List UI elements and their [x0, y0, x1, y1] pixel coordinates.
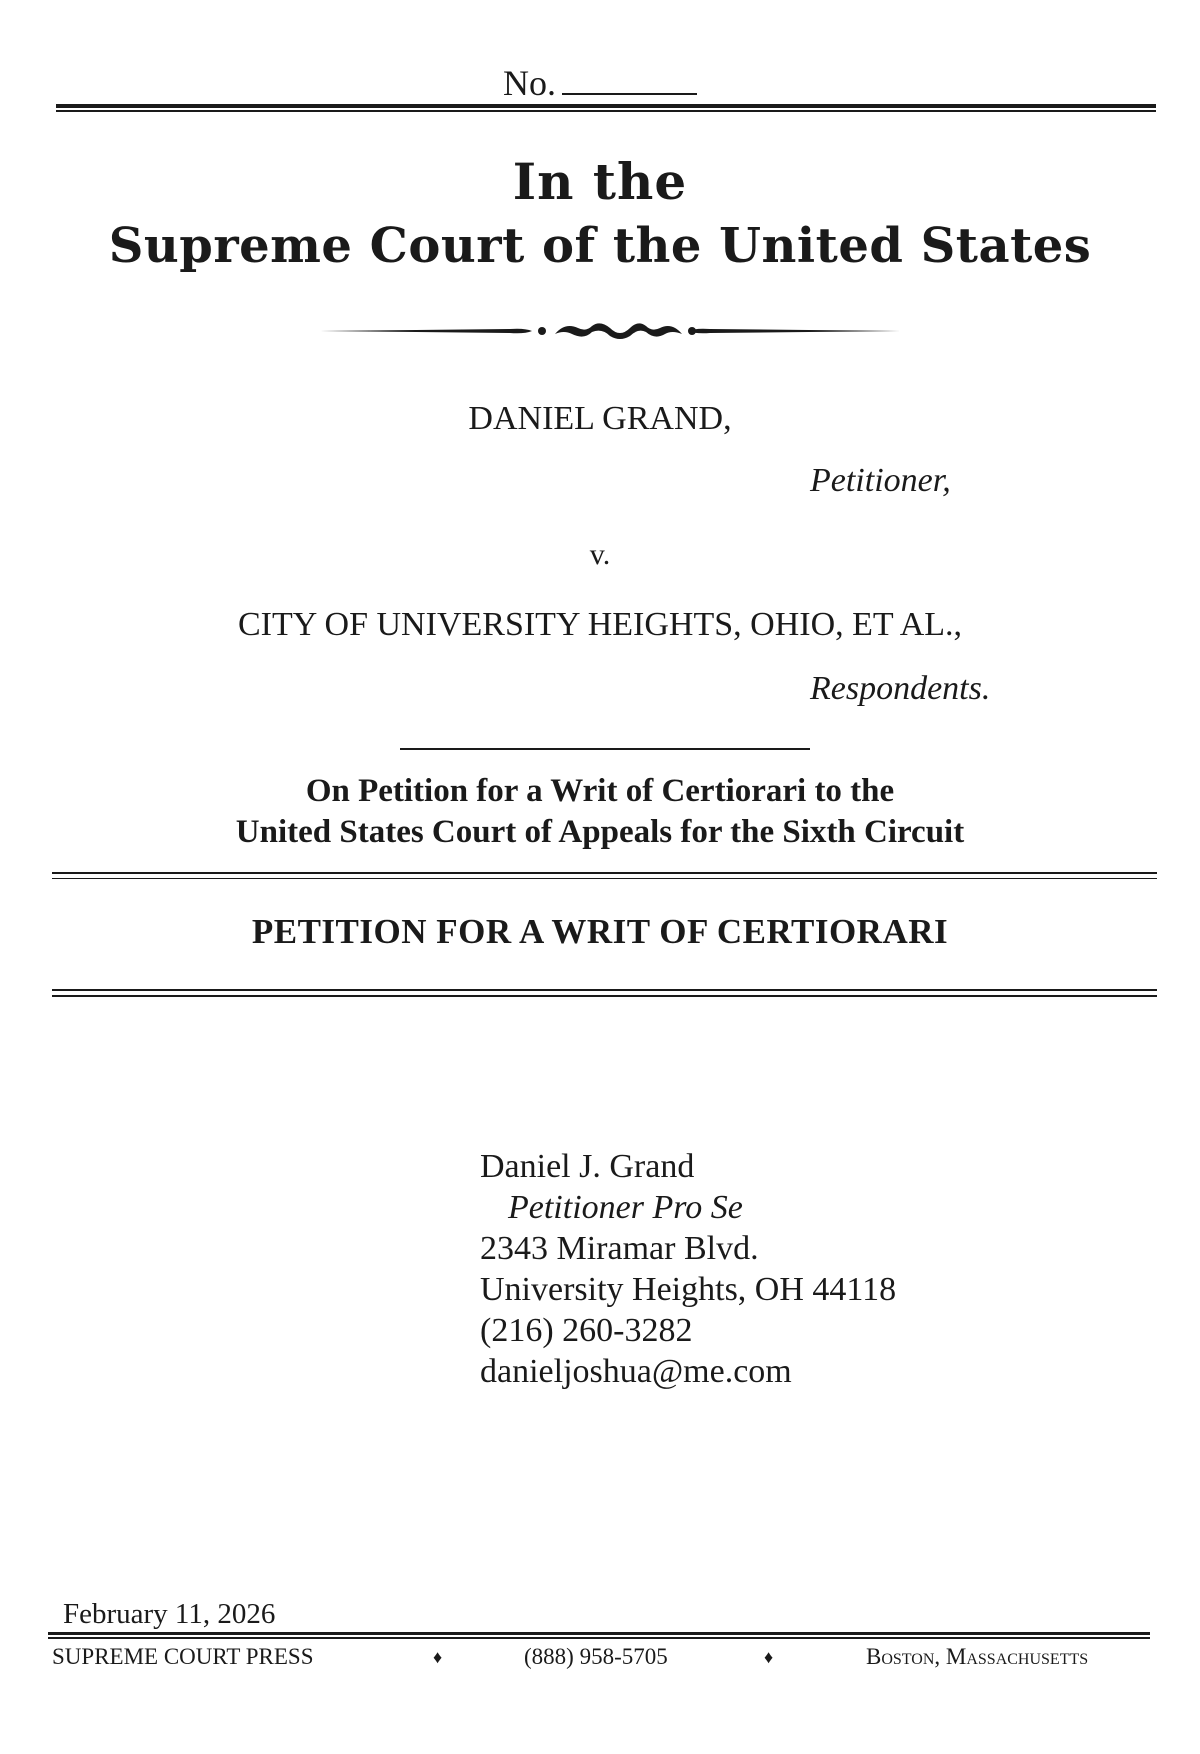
petitioner-name: DANIEL GRAND,	[468, 400, 732, 437]
footer-separator-1: ♦	[433, 1647, 443, 1667]
certiorari-line2: United States Court of Appeals for the Sixth Circuit	[235, 814, 965, 850]
counsel-address-line1: 2343 Miramar Blvd.	[480, 1230, 759, 1267]
short-divider	[400, 748, 810, 750]
ornamental-divider	[320, 316, 900, 346]
court-heading-line1: In the	[512, 152, 688, 211]
footer-separator-2: ♦	[764, 1647, 774, 1667]
footer-double-rule	[48, 1632, 1150, 1639]
versus-label: v.	[589, 538, 611, 571]
title-bottom-double-rule	[52, 989, 1157, 997]
counsel-address-line2: University Heights, OH 44118	[480, 1271, 897, 1308]
certiorari-line1: On Petition for a Writ of Certiorari to the	[305, 773, 895, 809]
petition-title: PETITION FOR A WRIT OF CERTIORARI	[251, 912, 949, 951]
footer-phone: (888) 958-5705	[524, 1644, 668, 1669]
counsel-name: Daniel J. Grand	[480, 1148, 695, 1185]
respondent-name: CITY OF UNIVERSITY HEIGHTS, OHIO, ET AL.,	[237, 606, 963, 643]
docket-label: No.	[503, 63, 556, 103]
footer-city: Boston, Massachusetts	[866, 1644, 1089, 1669]
top-double-rule	[56, 104, 1156, 112]
court-heading-line2: Supreme Court of the United States	[108, 218, 1092, 274]
counsel-phone: (216) 260-3282	[480, 1312, 693, 1349]
filing-date: February 11, 2026	[63, 1598, 276, 1630]
counsel-role: Petitioner Pro Se	[508, 1189, 743, 1226]
docket-number	[0, 62, 1200, 104]
title-top-double-rule	[52, 872, 1157, 879]
respondent-role: Respondents.	[810, 670, 991, 707]
petitioner-role: Petitioner,	[810, 462, 951, 499]
counsel-email: danieljoshua@me.com	[480, 1353, 792, 1390]
footer-press-name: SUPREME COURT PRESS	[52, 1644, 314, 1669]
docket-blank-line	[562, 65, 697, 95]
